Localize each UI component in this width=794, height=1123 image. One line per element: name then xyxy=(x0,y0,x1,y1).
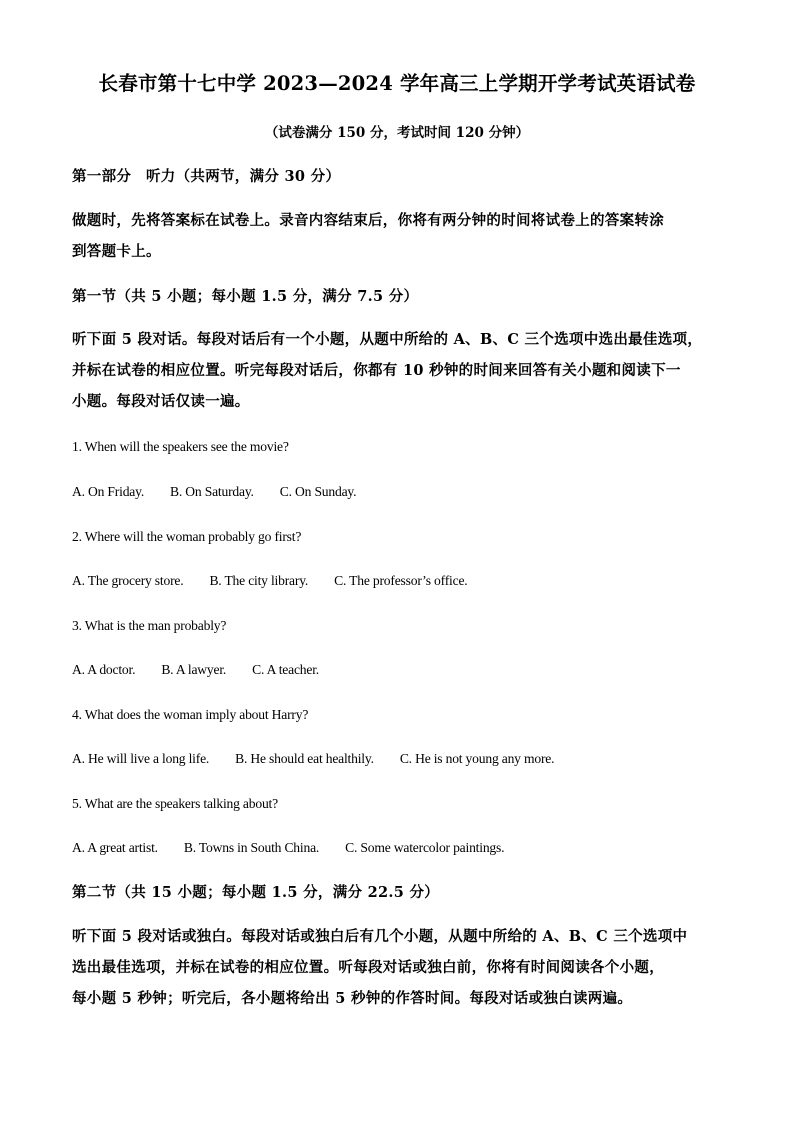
option-c: C. On Sunday. xyxy=(279,484,357,499)
option-a: A. On Friday. xyxy=(72,484,145,499)
question-options xyxy=(72,750,732,768)
instruction-line: 到答题卡上。 xyxy=(72,243,161,260)
question-stem: 3. What is the man probably? xyxy=(72,618,227,633)
instruction-line: 并标在试卷的相应位置。听完每段对话后，你都有 10 秒钟的时间来回答有关小题和阅读下一 xyxy=(72,362,681,379)
option-b: B. Towns in South China. xyxy=(183,840,320,855)
section1-instructions xyxy=(72,324,732,417)
question-options xyxy=(72,483,732,501)
option-c: C. A teacher. xyxy=(252,662,319,677)
option-a: A. He will live a long life. xyxy=(72,751,210,766)
question-options xyxy=(72,661,732,679)
instruction-line: 听下面 5 段对话或独白。每段对话或独白后有几个小题，从题中所给的 A、B、C 三个选项中 xyxy=(72,928,688,945)
question-stem: 2. Where will the woman probably go first? xyxy=(72,529,302,544)
section2-heading: 第二节（共 15 小题；每小题 1.5 分，满分 22.5 分） xyxy=(72,884,440,901)
question-stem: 4. What does the woman imply about Harry? xyxy=(72,707,309,722)
instruction-line: 选出最佳选项，并标在试卷的相应位置。听每段对话或独白前，你将有时间阅读各个小题， xyxy=(72,959,664,976)
option-c: C. Some watercolor paintings. xyxy=(345,840,505,855)
section1-heading: 第一节（共 5 小题；每小题 1.5 分，满分 7.5 分） xyxy=(72,288,419,305)
option-b: B. On Saturday. xyxy=(170,484,254,499)
option-b: B. He should eat healthily. xyxy=(235,751,374,766)
instruction-line: 小题。每段对话仅读一遍。 xyxy=(72,393,250,410)
option-c: C. He is not young any more. xyxy=(399,751,555,766)
option-c: C. The professor’s office. xyxy=(334,573,468,588)
question-stem: 5. What are the speakers talking about? xyxy=(72,796,278,811)
section2-instructions xyxy=(72,921,732,1014)
option-a: A. A doctor. xyxy=(72,662,136,677)
exam-info: （试卷满分 150 分，考试时间 120 分钟） xyxy=(264,125,530,141)
part1-heading: 第一部分 听力（共两节，满分 30 分） xyxy=(72,168,341,185)
instruction-line: 做题时，先将答案标在试卷上。录音内容结束后，你将有两分钟的时间将试卷上的答案转涂 xyxy=(72,212,664,229)
instruction-line: 听下面 5 段对话。每段对话后有一个小题，从题中所给的 A、B、C 三个选项中选出最佳选项， xyxy=(72,331,703,348)
option-b: B. A lawyer. xyxy=(161,662,227,677)
page-title: 长春市第十七中学 2023—2024 学年高三上学期开学考试英语试卷 xyxy=(98,72,696,95)
question-options xyxy=(72,572,732,590)
option-a: A. A great artist. xyxy=(72,840,158,855)
part1-instructions xyxy=(72,205,732,267)
instruction-line: 每小题 5 秒钟；听完后，各小题将给出 5 秒钟的作答时间。每段对话或独白读两遍。 xyxy=(72,990,633,1007)
option-b: B. The city library. xyxy=(209,573,309,588)
question-stem: 1. When will the speakers see the movie? xyxy=(72,439,289,454)
question-options xyxy=(72,839,732,857)
option-a: A. The grocery store. xyxy=(72,573,184,588)
